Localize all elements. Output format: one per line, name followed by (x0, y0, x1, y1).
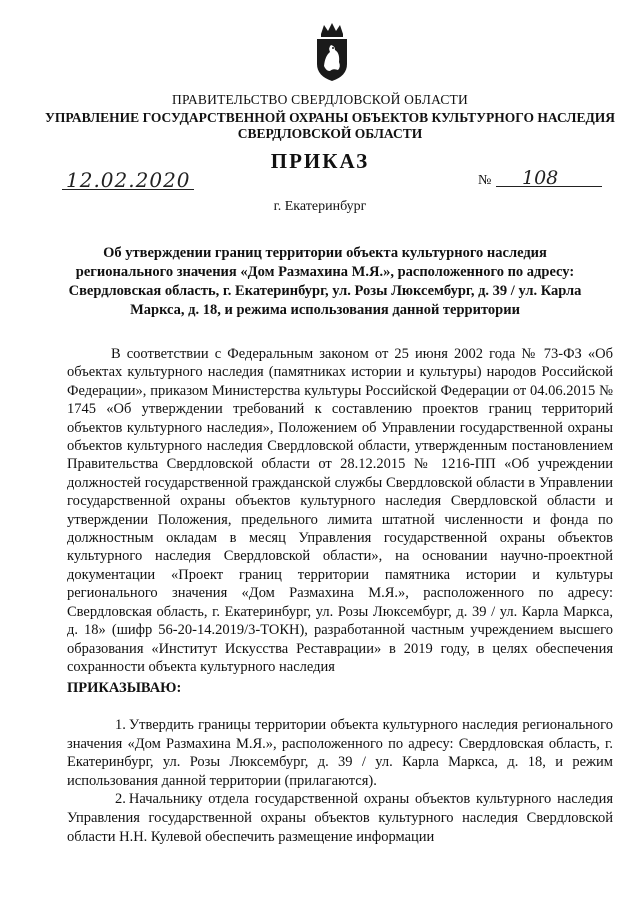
handwritten-date: 12.02.2020 (66, 168, 191, 192)
item-text: Начальнику отдела государственной охраны объектов культурного наследия Управления государственной охраны объектов культурного наследия Свердловской области Н.Н. Кулевой обеспечить размещение информации (67, 791, 613, 845)
date-underline (62, 189, 194, 190)
order-heading: ПРИКАЗЫВАЮ: (67, 680, 182, 696)
preamble-paragraph: В соответствии с Федеральным законом от 25 июня 2002 года № 73-ФЗ «Об объектах культурного наследия (памятниках истории и культуры) народов Российской Федерации», приказом Министерства культуры Российской Федерации от 04.06.2015 № 1745 «Об утверждении требований к составлению проектов границ территорий объектов культурного наследия», Положением об Управлении государственной охраны объектов культурного наследия Свердловской области, утвержденным постановлением Правительства Свердловской области от 28.12.2015 № 1216-ПП «Об учреждении должностей государственной гражданской службы Свердловской области в Управлении государственной охраны объектов культурного наследия Свердловской области и утверждении Положения, предельного лимита штатной численности и фонда по должностным окладам в месяц Управления государственной охраны объектов культурного наследия Свердловской области», на основании научно-проектной документации «Проект границ территории памятника истории и культуры регионального значения «Дом Размахина М.Я.», расположенного по адресу: Свердловская область, г. Екатеринбург, ул. Розы Люксембург, д. 39 / ул. Карла Маркса, д. 18» (шифр 56-20-14.2019/3-ТОКН), разработанной частным учреждением высшего образования «Институт Искусства Реставрации» в 2019 году, в целях обеспечения сохранности объекта культурного наследия (67, 346, 613, 675)
coat-of-arms-icon (314, 22, 350, 82)
government-title: ПРАВИТЕЛЬСТВО СВЕРДЛОВСКОЙ ОБЛАСТИ (172, 92, 468, 107)
order-items (67, 716, 613, 846)
number-sign: № (478, 173, 492, 188)
item-number: 2. (115, 791, 126, 808)
item-text: Утвердить границы территории объекта культурного наследия регионального значения «Дом Размахина М.Я.», расположенного по адресу: Свердловская область, г. Екатеринбург, ул. Розы Люксембург, д. 39 / ул. Карла Маркса, д. 18, и режим использования данной территории (прилагаются). (67, 717, 613, 789)
department-title: УПРАВЛЕНИЕ ГОСУДАРСТВЕННОЙ ОХРАНЫ ОБЪЕКТОВ КУЛЬТУРНОГО НАСЛЕДИЯ СВЕРДЛОВСКОЙ ОБЛАСТИ (44, 110, 616, 141)
order-item (67, 790, 613, 846)
city-line: г. Екатеринбург (273, 199, 367, 214)
document-subject: Об утверждении границ территории объекта культурного наследия регионального значения «Дом Размахина М.Я.», расположенного по адресу: Свердловская область, г. Екатеринбург, ул. Розы Люксембург, д. 39 / ул. Карла Маркса, д. 18, и режима использования данной территории (68, 245, 582, 318)
handwritten-number: 108 (522, 167, 559, 189)
preamble (67, 345, 613, 676)
number-underline (496, 186, 602, 187)
item-number: 1. (115, 717, 126, 733)
document-type: ПРИКАЗ (270, 149, 370, 173)
order-item (67, 716, 613, 790)
